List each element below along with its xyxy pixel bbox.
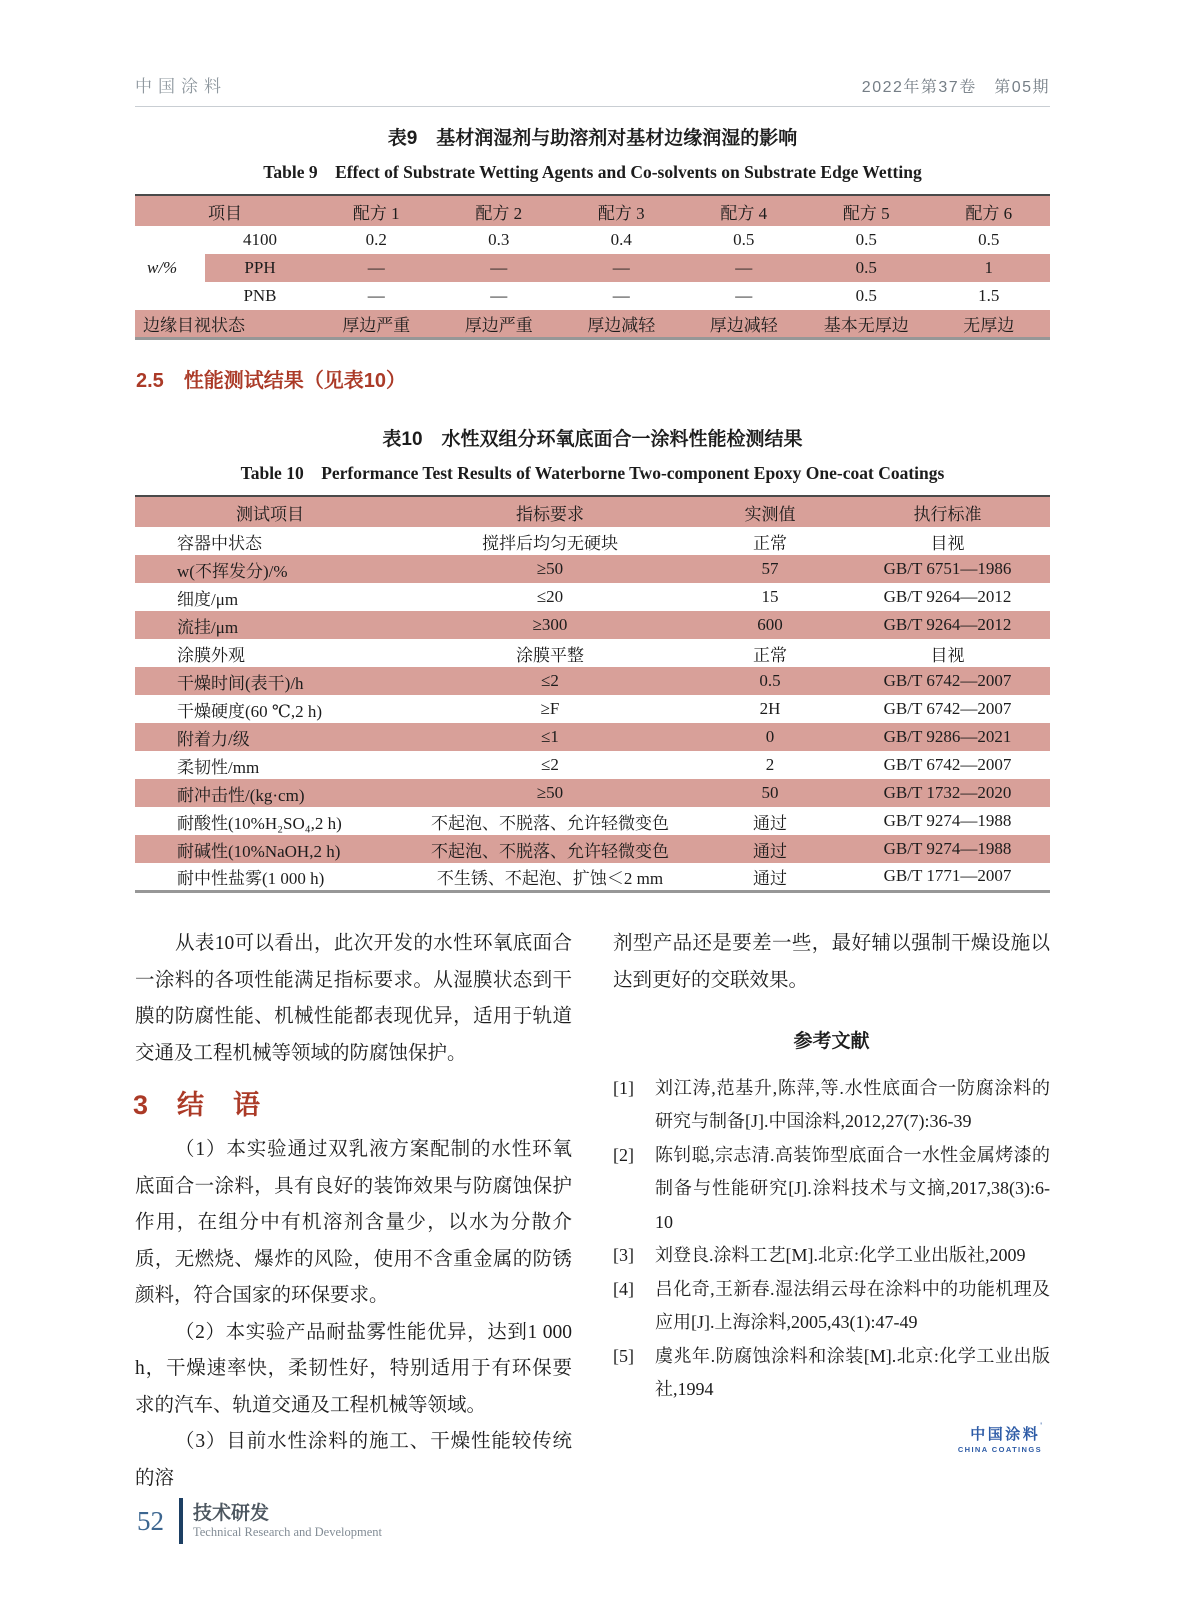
reference-text: 刘江涛,范基升,陈萍,等.水性底面合一防腐涂料的研究与制备[J].中国涂料,2012,27(7):36-39 xyxy=(655,1077,1050,1131)
reference-marker: [4] xyxy=(613,1278,634,1299)
table10-title-zh: 表10 水性双组分环氧底面合一涂料性能检测结果 xyxy=(382,429,803,450)
table-cell: 0.4 xyxy=(610,230,632,249)
table-cell: 耐碱性(10%NaOH,2 h) xyxy=(177,841,341,861)
column-header: 配方 5 xyxy=(842,203,890,223)
body-columns xyxy=(135,926,1050,1497)
table-cell: — xyxy=(367,258,385,277)
column-header: 执行标准 xyxy=(913,504,982,524)
table-row xyxy=(135,611,1050,639)
column-header: 配方 6 xyxy=(965,203,1013,223)
row-item-label: 边缘目视状态 xyxy=(143,315,245,335)
table-cell: 0.3 xyxy=(488,230,510,249)
table-cell: ≤2 xyxy=(541,671,559,690)
reference-marker: [3] xyxy=(613,1245,634,1265)
table-cell: 厚边减轻 xyxy=(587,315,656,335)
table-cell: 0.5 xyxy=(733,230,755,249)
page-number: 52 xyxy=(137,1505,164,1536)
running-head xyxy=(135,72,1050,107)
table-row xyxy=(135,583,1050,611)
reference-text: 刘登良.涂料工艺[M].北京:化学工业出版社,2009 xyxy=(655,1245,1026,1265)
reference-marker: [1] xyxy=(613,1077,634,1098)
footer-section-en: Technical Research and Development xyxy=(193,1525,382,1540)
footer-section-zh: 技术研发 xyxy=(193,1502,270,1524)
table-row xyxy=(135,695,1050,723)
reference-text: 吕化奇,王新春.湿法绢云母在涂料中的功能机理及应用[J].上海涂料,2005,43(1):47-49 xyxy=(655,1278,1050,1332)
table-cell: 15 xyxy=(761,587,779,606)
table9-title-zh: 表9 基材润湿剂与助溶剂对基材边缘润湿的影响 xyxy=(387,128,798,149)
column-header: 配方 3 xyxy=(597,203,645,223)
table-cell: 厚边严重 xyxy=(464,315,533,335)
table-cell: 0.5 xyxy=(855,258,877,277)
reference-text: 陈钊聪,宗志清.高装饰型底面合一水性金属烤漆的制备与性能研究[J].涂料技术与文摘,2017,38(3):6-10 xyxy=(655,1144,1050,1232)
table9-section xyxy=(135,123,1050,340)
table-cell: 附着力/级 xyxy=(177,729,250,749)
table-row xyxy=(135,226,1050,254)
table-cell: GB/T 6751—1986 xyxy=(883,559,1012,578)
table-cell: 57 xyxy=(761,559,779,578)
table-cell: ≥300 xyxy=(532,615,568,634)
table-cell: 流挂/μm xyxy=(177,617,239,637)
table-row xyxy=(135,863,1050,891)
table-cell: ≥50 xyxy=(536,783,564,802)
table-cell: 正常 xyxy=(753,533,787,553)
table-cell: 厚边减轻 xyxy=(709,315,778,335)
table9-header-row xyxy=(135,195,1050,226)
table-row xyxy=(135,282,1050,310)
table-cell: 0 xyxy=(765,727,775,746)
table-cell: 通过 xyxy=(753,868,787,888)
table-cell: GB/T 6742—2007 xyxy=(883,755,1012,774)
table-cell: — xyxy=(735,258,753,277)
reference-item xyxy=(613,1072,1050,1139)
table-cell: GB/T 1771—2007 xyxy=(883,866,1012,886)
table-cell: 厚边严重 xyxy=(342,315,411,335)
column-header: 配方 2 xyxy=(475,203,523,223)
table-cell: GB/T 9274—1988 xyxy=(883,811,1012,830)
table-cell: 0.5 xyxy=(759,671,781,690)
paragraph: （2）本实验产品耐盐雾性能优异，达到1 000 h，干燥速率快，柔韧性好，特别适用于有环保要求的汽车、轨道交通及工程机械等领域。 xyxy=(135,1321,572,1416)
table10-header-row xyxy=(135,496,1050,527)
table-cell: GB/T 9264—2012 xyxy=(883,615,1012,634)
table-cell: 耐酸性(10%H₂SO₄,2 h) xyxy=(177,813,342,833)
reference-text: 虞兆年.防腐蚀涂料和涂装[M].北京:化学工业出版社,1994 xyxy=(655,1345,1050,1399)
table-cell: 正常 xyxy=(753,645,787,665)
table-cell: — xyxy=(490,286,508,305)
table-cell: GB/T 9264—2012 xyxy=(883,587,1012,606)
row-group-label: w/% xyxy=(135,226,205,310)
section-2-5-heading: 2.5 性能测试结果（见表10） xyxy=(136,370,407,392)
references-list xyxy=(613,1072,1050,1407)
reference-item xyxy=(613,1139,1050,1240)
table-cell: 干燥时间(表干)/h xyxy=(177,673,304,693)
table-row xyxy=(135,254,1050,282)
table-cell: 细度/μm xyxy=(177,589,239,609)
table-cell: GB/T 6742—2007 xyxy=(883,671,1012,690)
table-row xyxy=(135,723,1050,751)
table-row xyxy=(135,527,1050,555)
column-header: 配方 4 xyxy=(720,203,768,223)
reference-item xyxy=(613,1273,1050,1340)
china-coatings-logo xyxy=(613,1421,1050,1455)
table-cell: 不生锈、不起泡、扩蚀＜2 mm xyxy=(436,868,664,888)
reference-item xyxy=(613,1340,1050,1407)
page-footer xyxy=(137,1498,382,1544)
table-cell: 0.5 xyxy=(978,230,1000,249)
reference-marker: [5] xyxy=(613,1345,634,1366)
table-cell: ≤2 xyxy=(541,755,559,774)
footer-section xyxy=(193,1502,382,1541)
table-cell: ≤20 xyxy=(536,587,564,606)
table-row xyxy=(135,310,1050,338)
table-cell: 不起泡、不脱落、允许轻微变色 xyxy=(431,813,669,833)
row-item-label: PPH xyxy=(244,258,276,277)
table10 xyxy=(135,495,1050,893)
table-cell: 无厚边 xyxy=(963,315,1015,335)
column-header: 实测值 xyxy=(744,504,796,524)
table-cell: 通过 xyxy=(753,813,787,833)
table-cell: 涂膜平整 xyxy=(516,645,584,665)
table10-title-en: Table 10 Performance Test Results of Waterborne Two-component Epoxy One-coat Coatings xyxy=(240,463,945,483)
table-cell: 600 xyxy=(757,615,783,634)
column-header: 项目 xyxy=(208,203,242,223)
table-cell: GB/T 1732—2020 xyxy=(883,783,1012,802)
table-cell: 通过 xyxy=(753,841,787,861)
table9-title-en: Table 9 Effect of Substrate Wetting Agents and Co-solvents on Substrate Edge Wetting xyxy=(263,162,922,182)
paragraph: 从表10可以看出，此次开发的水性环氧底面合一涂料的各项性能满足指标要求。从湿膜状态到干膜的防腐性能、机械性能都表现优异，适用于轨道交通及工程机械等领域的防腐蚀保护。 xyxy=(135,933,572,1064)
table-cell: ≥F xyxy=(540,699,560,718)
table-cell: 干燥硬度(60 ℃,2 h) xyxy=(177,701,323,721)
table-cell: ≥50 xyxy=(536,559,564,578)
table-cell: 涂膜外观 xyxy=(177,645,245,665)
table-cell: GB/T 6742—2007 xyxy=(883,699,1012,718)
table-cell: 不起泡、不脱落、允许轻微变色 xyxy=(431,841,669,861)
table-row xyxy=(135,555,1050,583)
table-cell: 耐中性盐雾(1 000 h) xyxy=(177,868,325,888)
table10-section xyxy=(135,424,1050,893)
issue-info: 2022年第37卷 第05期 xyxy=(861,79,1050,96)
row-item-label: PNB xyxy=(243,286,277,305)
table-cell: — xyxy=(612,286,630,305)
table-cell: — xyxy=(735,286,753,305)
table-cell: 目视 xyxy=(930,533,965,553)
logo-text-zh: 中国涂料 xyxy=(970,1425,1041,1443)
table-cell: 2H xyxy=(759,699,781,718)
table-cell: 基本无厚边 xyxy=(823,315,909,335)
table-cell: — xyxy=(612,258,630,277)
reference-item xyxy=(613,1239,1050,1273)
table-cell: 容器中状态 xyxy=(177,533,262,553)
table-row xyxy=(135,807,1050,835)
references-heading: 参考文献 xyxy=(793,1031,870,1052)
table-cell: 目视 xyxy=(930,645,965,665)
footer-divider-bar xyxy=(179,1498,183,1544)
table-cell: 0.5 xyxy=(855,230,877,249)
table-cell: 2 xyxy=(765,755,775,774)
table-row xyxy=(135,751,1050,779)
paragraph: 剂型产品还是要差一些，最好辅以强制干燥设施以达到更好的交联效果。 xyxy=(613,933,1050,991)
table-cell: 搅拌后均匀无硬块 xyxy=(482,533,618,553)
section-3-heading: 3 结 语 xyxy=(133,1090,262,1120)
reference-marker: [2] xyxy=(613,1144,634,1165)
table-cell: 1 xyxy=(984,258,993,277)
table-cell: GB/T 9274—1988 xyxy=(883,839,1012,858)
table-cell: 耐冲击性/(kg·cm) xyxy=(177,785,305,805)
journal-name: 中国涂料 xyxy=(135,77,227,96)
table9 xyxy=(135,194,1050,340)
table-row xyxy=(135,835,1050,863)
table-cell: 0.2 xyxy=(365,230,387,249)
table-cell: — xyxy=(367,286,385,305)
table-row xyxy=(135,779,1050,807)
table-cell: 0.5 xyxy=(855,286,877,305)
logo-trademark: ' xyxy=(1040,1420,1042,1431)
column-header: 测试项目 xyxy=(236,504,304,524)
column-header: 指标要求 xyxy=(516,504,584,524)
table-cell: GB/T 9286—2021 xyxy=(883,727,1012,746)
table-cell: 50 xyxy=(761,783,779,802)
logo-text-en: CHINA COATINGS xyxy=(957,1444,1042,1454)
table-row xyxy=(135,639,1050,667)
table-cell: — xyxy=(490,258,508,277)
paragraph: （1）本实验通过双乳液方案配制的水性环氧底面合一涂料，具有良好的装饰效果与防腐蚀保护作用，在组分中有机溶剂含量少，以水为分散介质，无燃烧、爆炸的风险，使用不含重金属的防锈颜料，符合国家的环保要求。 xyxy=(135,1139,572,1307)
table-cell: w(不挥发分)/% xyxy=(177,561,288,581)
right-column xyxy=(613,926,1050,1497)
table-cell: 柔韧性/mm xyxy=(177,757,260,777)
paragraph: （3）目前水性涂料的施工、干燥性能较传统的溶 xyxy=(135,1431,572,1489)
table-cell: 1.5 xyxy=(978,286,1000,305)
left-column xyxy=(135,926,572,1497)
table-row xyxy=(135,667,1050,695)
table-cell: ≤1 xyxy=(541,727,559,746)
row-item-label: 4100 xyxy=(243,230,277,249)
column-header: 配方 1 xyxy=(352,203,400,223)
